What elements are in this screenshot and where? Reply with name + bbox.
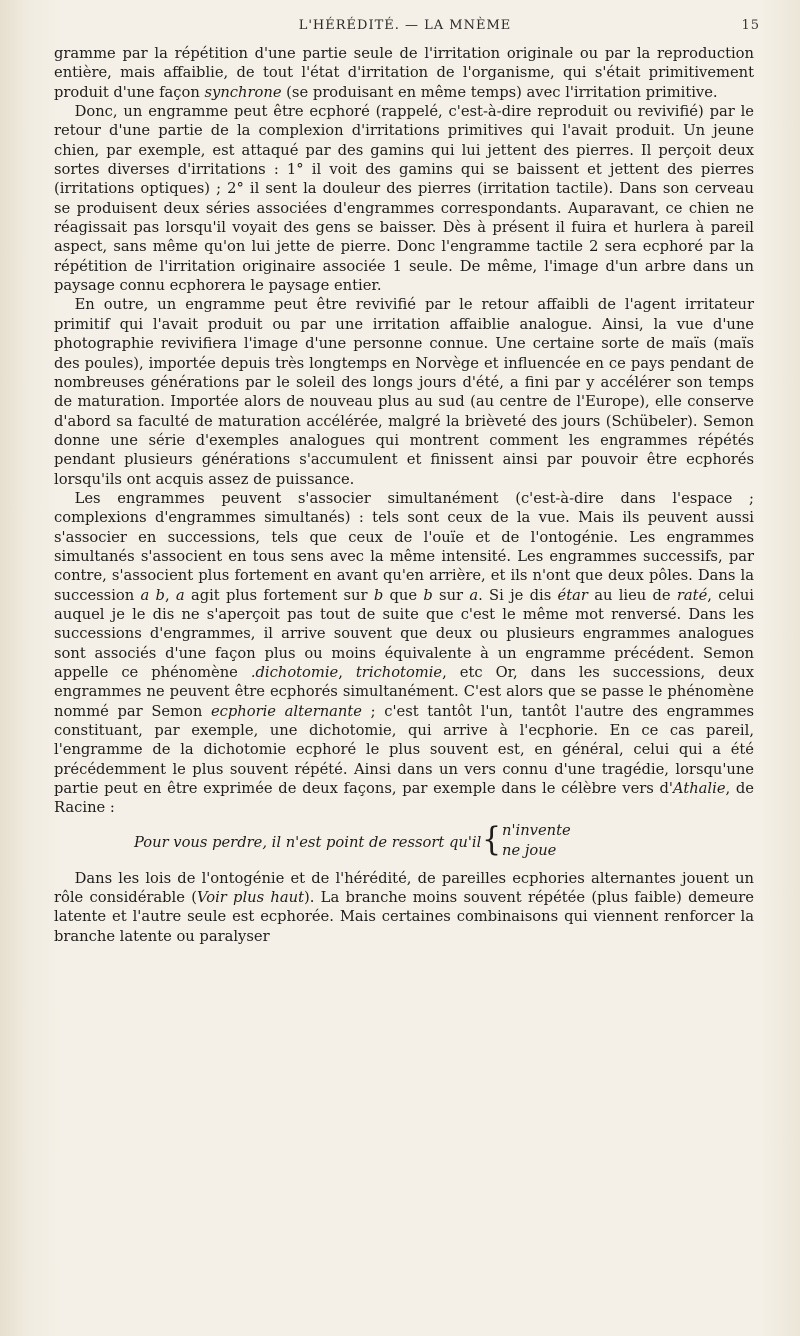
- running-title: L'HÉRÉDITÉ. — LA MNÈME: [298, 18, 512, 33]
- p4-em-9: trichotomie: [355, 664, 443, 681]
- p4-text-e: sur: [432, 586, 470, 604]
- paragraph-5: [54, 869, 754, 946]
- p4-text-i: ,: [338, 664, 356, 681]
- p5-text-b: ). La branche moins souvent répétée (plus faible) demeure latente et l'autre seule est ecphorée. Mais certaines combinaisons qui viennent renforcer la branche latente ou paralyser: [54, 889, 754, 945]
- body-text: [54, 44, 754, 946]
- p4-text-g: au lieu de: [587, 586, 677, 604]
- p4-em-8: .dichotomie: [250, 664, 339, 681]
- paragraph-3: En outre, un engramme peut être revivifié par le retour affaibli de l'agent irritateur primitif qui l'avait produit ou par une irritation affaiblie analogue. Ainsi, la vue d'une photographie revivifiera l'image d'une personne connue. Une certaine sorte de maïs (maïs des poules), importée depuis très longtemps en Norvège et influencée en ce pays pendant de nombreuses générations par le soleil des longs jours d'été, a fini par y accélérer son temps de maturation. Importée alors de nouveau plus au sud (au centre de l'Europe), elle conserve d'abord sa faculté de maturation accélérée, malgré la brièveté des jours (Schübeler). Semon donne une série d'exemples analogues qui montrent comment les engrammes répétés pendant plusieurs générations s'accumulent et finissent ainsi par pouvoir être ecphorés lorsqu'ils ont acquis assez de puissance.: [54, 296, 754, 488]
- page-number: 15: [741, 18, 760, 33]
- verse-alternative-1: n'invente: [502, 821, 571, 839]
- paragraph-4: [54, 489, 754, 818]
- verse-brace: {: [482, 819, 502, 859]
- p4-text-d: que: [383, 586, 424, 604]
- p4-text-l: , de Racine :: [54, 780, 754, 817]
- p4-em-1: a b: [140, 586, 165, 604]
- paragraph-1-text: gramme par la répétition d'une partie seule de l'irritation originale ou par la reproduction entière, mais affaiblie, de tout l'état d'irritation de l'organisme, qui s'était primitivement produit d'une façon: [54, 45, 754, 101]
- p4-em-10: ecphorie alternante: [210, 702, 362, 720]
- p4-em-4: b: [423, 586, 433, 604]
- p4-text-b: ,: [164, 586, 176, 604]
- p4-em-6: étar: [557, 586, 588, 604]
- verse-quotation: [54, 819, 754, 865]
- p4-text-a: Les engrammes peuvent s'associer simultanément (c'est-à-dire dans l'espace ; complexions d'engrammes simultanés) : tels sont ceux de la vue. Mais ils peuvent aussi s'associer en successions, tels que ceux de l'ouïe et de l'ontogénie. Les engrammes simultanés s'associent en tous sens avec la même intensité. Les engrammes successifs, par contre, s'associent plus fortement en avant qu'en arrière, et ils n'ont que deux pôles. Dans la succession: [54, 489, 754, 604]
- p4-text-f: . Si je dis: [478, 586, 558, 604]
- p4-em-11: Athalie: [672, 780, 726, 798]
- paragraph-1: [54, 44, 754, 102]
- verse-line: Pour vous perdre, il n'est point de ressort qu'il: [134, 833, 482, 851]
- p4-text-k: ; c'est tantôt l'un, tantôt l'autre des engrammes constituant, par exemple, une dichotomie, qui arrive à l'ecphorie. En ce cas pareil, l'engramme de la dichotomie ecphoré le plus souvent est, en général, celui qui a été précédemment le plus souvent répété. Ainsi dans un vers connu d'une tragédie, lorsqu'une partie peut en être exprimée de deux façons, par exemple dans le célèbre vers d': [54, 702, 754, 798]
- p4-em-7: raté: [676, 586, 708, 604]
- page-header: [40, 18, 770, 40]
- p4-text-c: agit plus fortement sur: [184, 586, 374, 604]
- p4-text-j: , etc Or, dans les successions, deux engrammes ne peuvent être ecphorés simultanément. C'est alors que se passe le phénomène nommé par Semon: [54, 664, 754, 720]
- p4-em-2: a: [175, 586, 185, 604]
- p5-emphasis: Voir plus haut: [196, 889, 305, 907]
- paragraph-1-emphasis: synchrone: [204, 83, 282, 101]
- paragraph-1-end: (se produisant en même temps) avec l'irritation primitive.: [281, 83, 718, 101]
- p4-em-3: b: [373, 586, 384, 604]
- p5-text-a: Dans les lois de l'ontogénie et de l'hérédité, de pareilles ecphories alternantes jouent un rôle considérable (: [54, 869, 754, 907]
- paragraph-2: Donc, un engramme peut être ecphoré (rappelé, c'est-à-dire reproduit ou revivifié) par le retour d'une partie de la complexion d'irritations primitives qui l'avait produit. Un jeune chien, par exemple, est attaqué par des gamins qui lui jettent des pierres. Il perçoit deux sortes diverses d'irritations : 1° il voit des gamins qui se baissent et jettent des pierres (irritations optiques) ; 2° il sent la douleur des pierres (irritation tactile). Dans son cerveau se produisent deux séries associées d'engrammes correspondants. Auparavant, ce chien ne réagissait pas lorsqu'il voyait des gens se baisser. Dès à présent il fuira et hurlera à pareil aspect, sans même qu'on lui jette de pierre. Donc l'engramme tactile 2 sera ecphoré par la répétition de l'irritation originaire associée 1 seule. De même, l'image d'un arbre dans un paysage connu ecphorera le paysage entier.: [54, 103, 754, 295]
- p4-em-5: a: [469, 586, 479, 604]
- verse-alternative-2: ne joue: [502, 841, 557, 859]
- p4-text-h: , celui auquel je le dis ne s'aperçoit pas tout de suite que c'est le même mot renversé. Dans les successions d'engrammes, il arrive souvent que deux ou plusieurs engrammes analogues sont associés d'une façon plus ou moins équivalente à un engramme précédent. Semon appelle ce phénomène: [54, 586, 755, 681]
